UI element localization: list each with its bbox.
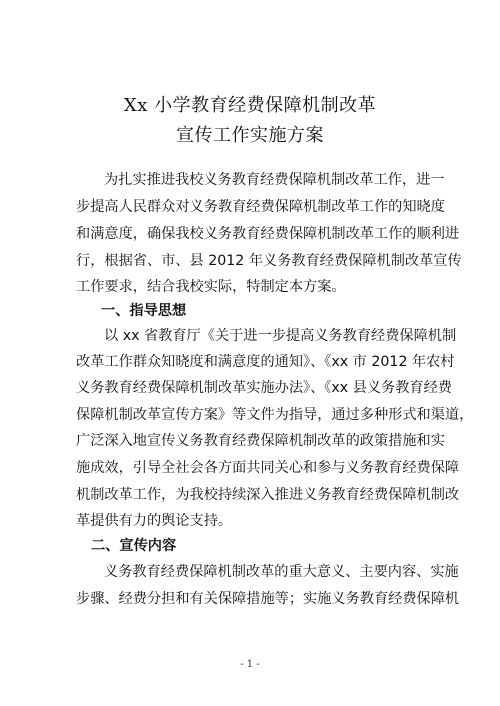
section-1-line-7: 机制改革工作，为我校持续深入推进义务教育经费保障机制改 [76,487,460,503]
section-1-line-4: 保障机制改革宣传方案》等文件为指导，通过多种形式和渠道， [76,407,474,423]
section-1-line-2: 改革工作群众知晓度和满意度的通知》、《xx 市 2012 年农村 [76,354,455,370]
title-line-1: Xx 小学教育经费保障机制改革 [123,95,377,116]
section-1-line-6: 施成效，引导全社会各方面共同关心和参与义务教育经费保障 [76,460,460,476]
intro-line-4: 行，根据省、市、县 2012 年义务教育经费保障机制改革宣传 [76,253,462,269]
section-2-heading: 二、宣传内容 [91,538,177,554]
intro-line-2: 步提高人民群众对义务教育经费保障机制改革工作的知晓度 [76,199,445,215]
section-1-line-8: 革提供有力的舆论支持。 [76,513,233,529]
page-number: - 1 - [240,659,260,670]
section-2-line-1: 义务教育经费保障机制改革的重大意义、主要内容、实施 [104,564,459,580]
intro-line-3: 和满意度，确保我校义务教育经费保障机制改革工作的顺利进 [76,226,460,242]
section-2-line-2: 步骤、经费分担和有关保障措施等；实施义务教育经费保障机 [76,591,460,607]
section-1-heading: 一、指导思想 [101,303,187,319]
intro-line-5: 工作要求，结合我校实际，特制定本方案。 [76,279,346,295]
section-1-line-5: 广泛深入地宣传义务教育经费保障机制改革的政策措施和实 [76,433,445,449]
intro-line-1: 为扎实推进我校义务教育经费保障机制改革工作，进一 [104,172,445,188]
section-1-line-1: 以 xx 省教育厅《关于进一步提高义务教育经费保障机制 [104,328,457,344]
title-line-2: 宣传工作实施方案 [176,125,324,146]
section-1-line-3: 义务教育经费保障机制改革实施办法》、《xx 县义务教育经费 [76,380,452,396]
